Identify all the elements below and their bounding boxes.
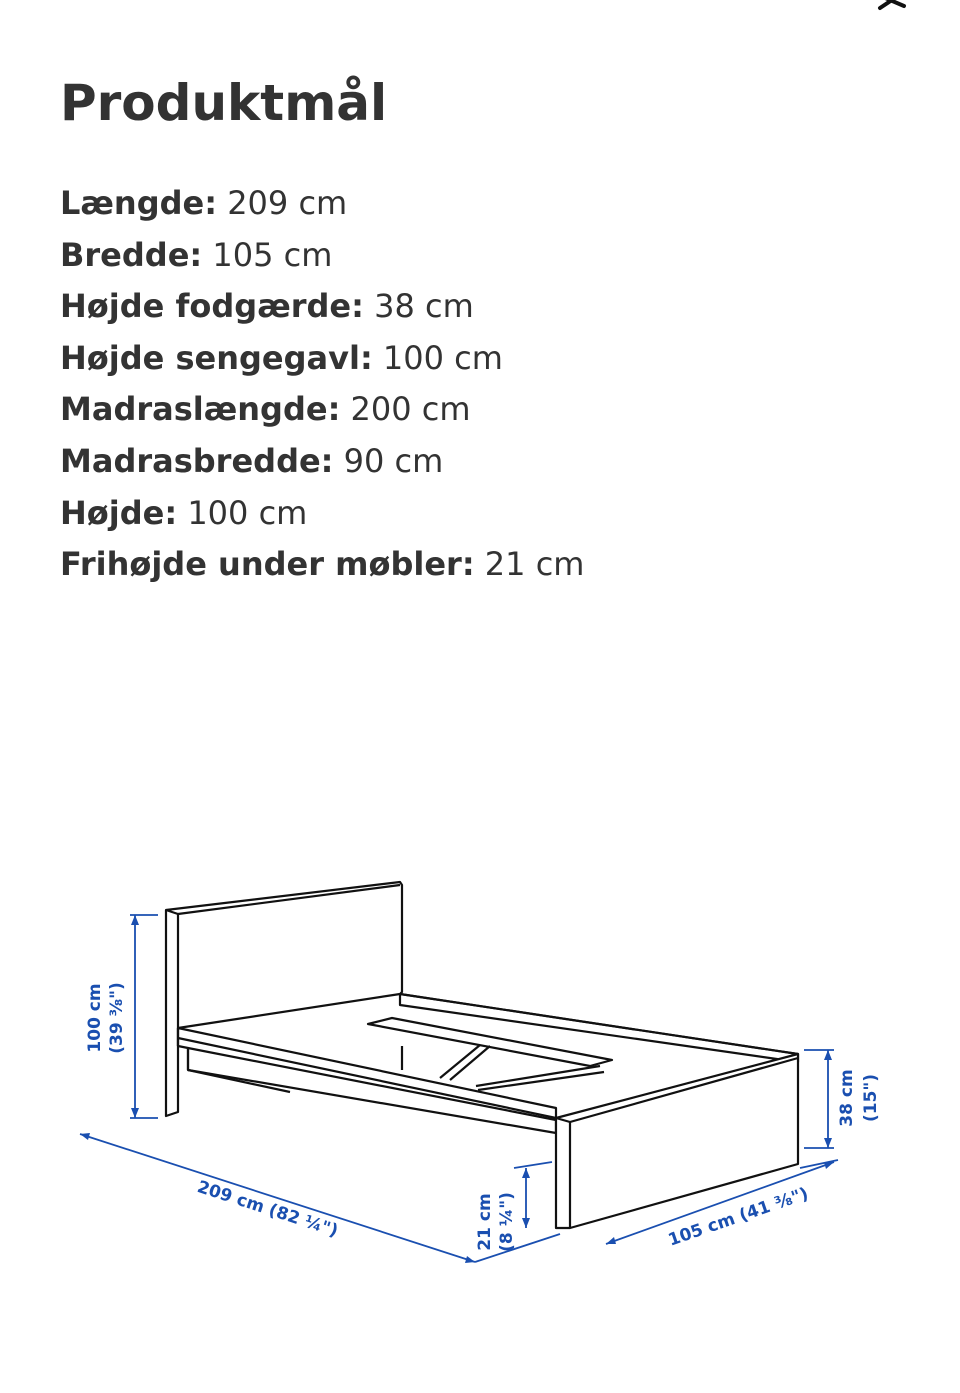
dim-line-length xyxy=(80,1134,475,1262)
dim-tick xyxy=(514,1162,552,1168)
dimension-label: Bredde: xyxy=(60,235,203,274)
dim-arrow xyxy=(824,1138,832,1148)
dim-label-footboard-height-cm: 38 cm xyxy=(837,1069,857,1127)
dimension-label: Højde: xyxy=(60,493,178,532)
dim-label-clearance-cm: 21 cm xyxy=(475,1193,495,1251)
dimension-label: Længde: xyxy=(60,184,218,222)
dimension-mattress-width xyxy=(60,436,584,488)
dim-arrow xyxy=(824,1050,832,1060)
dim-arrow xyxy=(80,1133,90,1140)
close-button[interactable] xyxy=(866,0,914,22)
dimension-clearance xyxy=(60,539,584,591)
dimension-value: 100 cm xyxy=(382,338,503,377)
dim-label-footboard-height-inch: (15") xyxy=(861,1073,881,1123)
dimension-value: 38 cm xyxy=(374,287,474,326)
dim-arrow xyxy=(131,1108,139,1118)
dimension-value: 209 cm xyxy=(227,184,348,222)
dimension-width xyxy=(60,230,584,282)
dim-arrow xyxy=(522,1218,530,1228)
dimension-value: 105 cm xyxy=(212,235,333,274)
far-side-rail-top xyxy=(400,994,798,1054)
close-icon xyxy=(866,0,914,22)
dimension-value: 90 cm xyxy=(343,441,444,480)
dimension-value: 200 cm xyxy=(350,390,471,429)
page-title: Produktmål xyxy=(60,74,388,132)
dimension-headboard-height xyxy=(60,333,584,385)
dimension-value: 21 cm xyxy=(484,545,585,584)
dimension-value: 100 cm xyxy=(187,493,308,532)
near-side-rail-edge xyxy=(188,1048,556,1120)
dimension-mattress-length xyxy=(60,384,584,436)
dim-arrow xyxy=(522,1168,530,1178)
dim-label-length: 209 cm (82 ¼") xyxy=(194,1177,341,1242)
slat-support xyxy=(450,1046,490,1080)
dim-label-width: 105 cm (41 ⅜") xyxy=(665,1183,811,1251)
dimension-label: Madraslængde: xyxy=(60,390,341,429)
dimension-label: Frihøjde under møbler: xyxy=(60,545,475,584)
dimensions-list xyxy=(60,178,584,591)
far-side-rail xyxy=(400,994,798,1062)
dim-arrow xyxy=(465,1256,475,1263)
dimension-label: Højde sengegavl: xyxy=(60,338,373,377)
dimension-height xyxy=(60,488,584,540)
dimension-label: Madrasbredde: xyxy=(60,441,334,480)
dim-arrow xyxy=(131,915,139,925)
dim-label-headboard-height-cm: 100 cm xyxy=(85,983,105,1053)
dim-label-headboard-height-inch: (39 ⅜") xyxy=(107,982,127,1054)
dim-arrow xyxy=(606,1237,616,1244)
dimension-length xyxy=(60,178,584,230)
dimension-footboard-height xyxy=(60,281,584,333)
slat-support xyxy=(440,1045,480,1078)
dim-label-clearance-inch: (8 ¼") xyxy=(497,1192,517,1252)
bed-dimension-diagram xyxy=(0,860,960,1280)
dimension-label: Højde fodgærde: xyxy=(60,287,364,326)
